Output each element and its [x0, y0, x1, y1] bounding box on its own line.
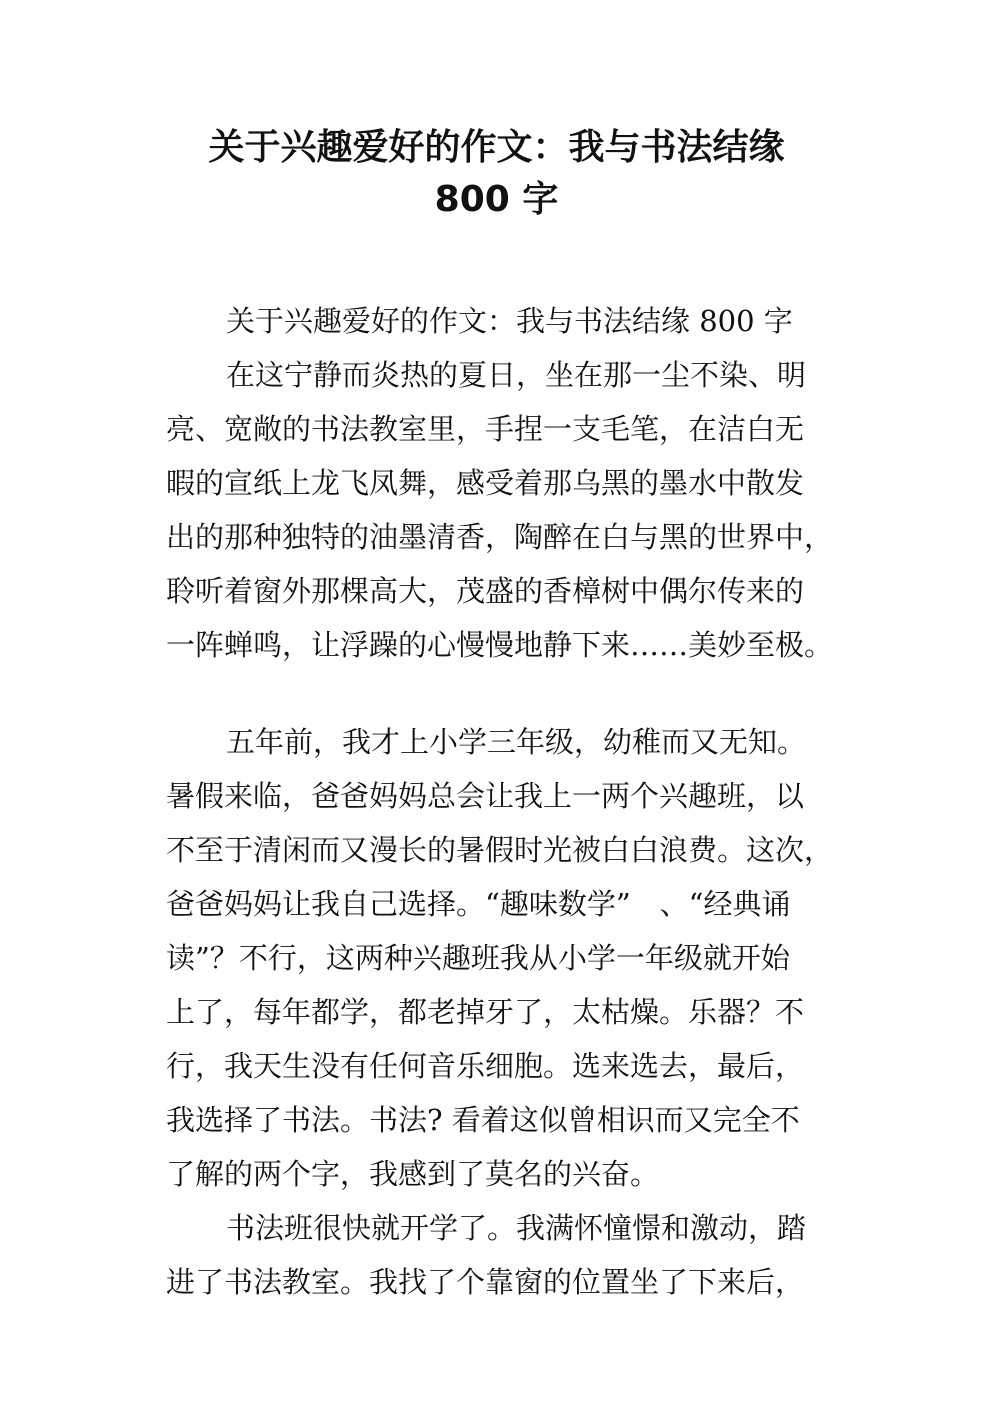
document-title-line-1: 关于兴趣爱好的作文：我与书法结缘 — [208, 127, 785, 168]
document-title-line-2: 800 字 — [434, 179, 559, 220]
paragraph-line: 暑假来临，爸爸妈妈总会让我上一两个兴趣班，以 — [166, 779, 805, 813]
paragraph-line: 读”？不行，这两种兴趣班我从小学一年级就开始 — [166, 941, 790, 975]
paragraph-line: 我选择了书法。书法? 看着这似曾相识而又完全不 — [166, 1103, 800, 1137]
document-body — [166, 294, 846, 1309]
paragraph-line: 了解的两个字，我感到了莫名的兴奋。 — [166, 1157, 660, 1191]
subtitle-line: 关于兴趣爱好的作文：我与书法结缘 800 字 — [226, 304, 793, 338]
paragraph-3 — [166, 1201, 846, 1309]
paragraph-line: 在这宁静而炎热的夏日，坐在那一尘不染、明 — [226, 358, 807, 392]
paragraph-line: 不至于清闲而又漫长的暑假时光被白白浪费。这次， — [166, 833, 834, 867]
paragraph-line: 五年前，我才上小学三年级，幼稚而又无知。 — [226, 725, 807, 759]
paragraph-line: 出的那种独特的油墨清香，陶醉在白与黑的世界中， — [166, 520, 834, 554]
paragraph-spacer — [166, 672, 846, 715]
paragraph-line: 书法班很快就开学了。我满怀憧憬和激动，踏 — [226, 1211, 807, 1245]
paragraph-line: 进了书法教室。我找了个靠窗的位置坐了下来后， — [166, 1265, 805, 1299]
paragraph-line: 上了，每年都学，都老掉牙了，太枯燥。乐器？不 — [166, 995, 805, 1029]
paragraph-line: 暇的宣纸上龙飞凤舞，感受着那乌黑的墨水中散发 — [166, 466, 805, 500]
paragraph-line: 爸爸妈妈让我自己选择。“趣味数学” 、“经典诵 — [166, 887, 791, 921]
paragraph-1 — [166, 348, 846, 672]
paragraph-line: 行，我天生没有任何音乐细胞。选来选去，最后， — [166, 1049, 805, 1083]
paragraph-line: 亮、宽敞的书法教室里，手捏一支毛笔，在洁白无 — [166, 412, 805, 446]
paragraph-2 — [166, 715, 846, 1201]
paragraph-line: 一阵蝉鸣，让浮躁的心慢慢地静下来……美妙至极。 — [166, 628, 834, 662]
paragraph-line: 聆听着窗外那棵高大，茂盛的香樟树中偶尔传来的 — [166, 574, 805, 608]
